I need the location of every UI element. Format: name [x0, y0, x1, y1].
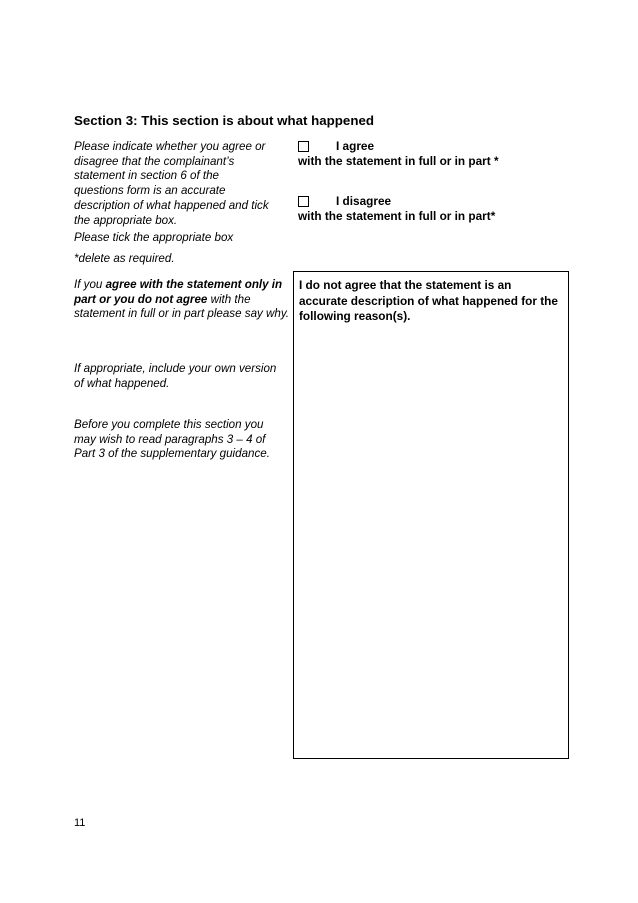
disagree-label: I disagree: [336, 194, 392, 208]
tick-box-instruction: Please tick the appropriate box: [74, 231, 234, 244]
guidance-line: may wish to read paragraphs 3 – 4 of: [74, 432, 266, 446]
delete-note: *delete as required.: [74, 252, 175, 265]
agree-checkbox[interactable]: [298, 141, 309, 152]
agree-sublabel: with the statement in full or in part *: [298, 154, 499, 168]
why-emphasis: agree with the statement only in part or you do not agree: [74, 278, 283, 306]
reason-heading: I do not agree that the statement is an accurate description of what happened for the following reason(s).: [299, 278, 558, 323]
why-prefix: If you: [74, 278, 106, 291]
instruction-line: Please indicate whether you agree or: [74, 140, 266, 153]
why-instruction: [74, 278, 290, 322]
reason-textarea[interactable]: [298, 330, 564, 754]
instruction-line: description of what happened and tick: [74, 198, 269, 212]
section-heading: Section 3: This section is about what happened: [74, 113, 374, 128]
guidance-line: Before you complete this section you: [74, 418, 264, 431]
instruction-line: statement in section 6 of the: [74, 169, 220, 183]
why-suffix: with the statement in full or in part please say why.: [74, 292, 290, 321]
instructions-block: [74, 140, 288, 228]
disagree-checkbox[interactable]: [298, 196, 309, 207]
guidance-note: [74, 418, 304, 462]
page-number: 11: [74, 817, 86, 829]
guidance-line: Part 3 of the supplementary guidance.: [74, 447, 270, 461]
agree-option[interactable]: [298, 139, 499, 169]
disagree-sublabel: with the statement in full or in part*: [298, 209, 496, 223]
instruction-line: disagree that the complainant’s: [74, 154, 235, 168]
own-version-instruction: If appropriate, include your own version of what happened.: [74, 362, 277, 390]
instruction-line: the appropriate box.: [74, 213, 178, 227]
disagree-option[interactable]: [298, 194, 495, 224]
instruction-line: questions form is an accurate: [74, 184, 226, 198]
reason-box[interactable]: [293, 271, 569, 759]
agree-label: I agree: [336, 139, 375, 153]
